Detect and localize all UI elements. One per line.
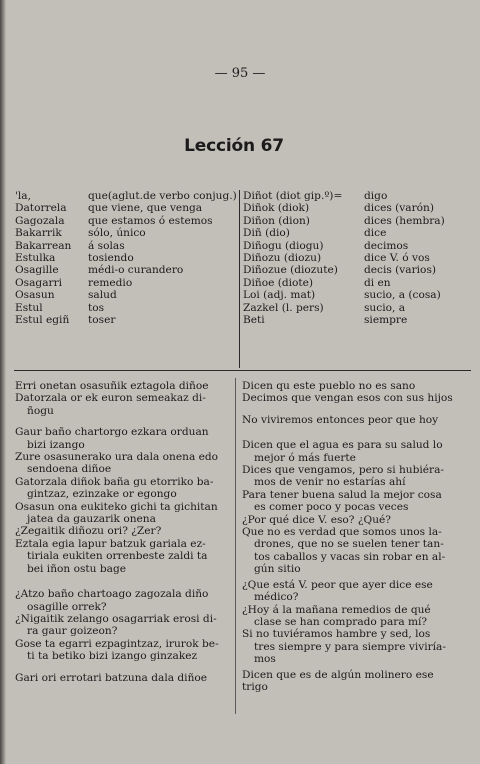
sentence-line: Zure osasunerako ura dala onena edo <box>15 451 219 464</box>
vocab-term: Estulka <box>15 252 56 265</box>
vocab-row <box>243 277 473 289</box>
vocab-term: Bakarrean <box>15 239 72 252</box>
vocab-term: Osagarri <box>15 276 63 289</box>
vocab-gloss: digo <box>364 190 388 202</box>
vocab-gloss: di en <box>364 276 391 289</box>
vocab-gloss: sólo, único <box>88 227 146 240</box>
page-number: — 95 — <box>214 66 266 81</box>
sentence-line: Eztala egia lapur batzuk gariala ez- <box>15 537 206 550</box>
vocab-term: Loi (adj. mat) <box>243 289 316 302</box>
vocab-term: Diñ (dio) <box>243 227 290 240</box>
sentence-line: Datorzala or ek euron semeakaz di- <box>15 392 206 405</box>
translation-line: mos de venir no estarías ahí <box>254 476 406 489</box>
vocab-row <box>15 289 237 301</box>
vocab-gloss: tosiendo <box>88 252 134 265</box>
vocab-gloss: á solas <box>88 239 125 252</box>
vocab-row <box>15 314 237 326</box>
sentence-line: sendoena diñoe <box>27 463 112 476</box>
sentence-line: ti ta betiko bizi izango ginzakez <box>27 650 198 663</box>
sentence-line: ñogu <box>27 404 54 417</box>
vocab-row <box>15 252 237 264</box>
sentence-line: osagille orrek? <box>27 600 107 613</box>
translation-line: Si no tuviéramos hambre y sed, los <box>242 628 431 641</box>
translation-line: ¿Por qué dice V. eso? ¿Qué? <box>242 513 391 526</box>
vocab-list-left <box>15 190 237 326</box>
vocab-gloss: tos <box>88 301 105 314</box>
vocab-gloss: decis (varios) <box>364 264 437 277</box>
translation-line: Decimos que vengan esos con sus hijos <box>242 392 453 405</box>
vocab-row <box>243 314 473 326</box>
vocab-gloss: sucio, a <box>364 301 406 314</box>
vocab-row <box>243 202 473 214</box>
translation-line: médico? <box>254 591 299 604</box>
sentence-line: bizi izango <box>27 438 85 451</box>
translation-line: drones, que no se suelen tener tan- <box>254 538 444 551</box>
sentence-line: Osasun ona eukiteko gichi ta gichitan <box>15 500 218 513</box>
basque-sentences <box>15 380 229 684</box>
vocab-term: Osasun <box>15 289 55 302</box>
translation-line: clase se han comprado para mí? <box>254 615 428 628</box>
translation-line: Dicen que el agua es para su salud lo <box>242 439 443 452</box>
vocab-row <box>243 240 473 252</box>
sentence-line: Gaur baño chartorgo ezkara orduan <box>15 426 209 439</box>
vocab-term: Datorrela <box>15 202 67 215</box>
sentence-line: bei iñon ostu bage <box>27 562 126 575</box>
vocab-row <box>15 277 237 289</box>
vocab-term: Diñok (diok) <box>243 202 310 215</box>
page-binding-shadow <box>0 0 6 764</box>
vocab-term: Bakarrik <box>15 227 62 240</box>
translation-line: mos <box>254 653 276 666</box>
vocab-term: Osagille <box>15 264 59 277</box>
sentence-line: Gose ta egarri ezpagintzaz, irurok be- <box>15 637 219 650</box>
translation-line: mejor ó más fuerte <box>254 451 356 464</box>
translation-line: Que no es verdad que somos unos la- <box>242 526 442 539</box>
vocab-term: Beti <box>243 314 265 327</box>
translation-line: ¿Que está V. peor que ayer dice ese <box>242 578 433 591</box>
vocab-term: Diñon (dion) <box>243 214 310 227</box>
vocab-gloss: siempre <box>364 314 408 327</box>
vocab-row <box>15 215 237 227</box>
vocab-term: 'la, <box>15 190 31 202</box>
vocab-row <box>243 264 473 276</box>
vocab-row <box>15 202 237 214</box>
translation-line: ¿Hoy á la mañana remedios de qué <box>242 603 431 616</box>
vocab-row <box>243 302 473 314</box>
vocab-term: Estul egiñ <box>15 314 70 327</box>
vocab-gloss: que(aglut.de verbo conjug.) <box>88 190 237 202</box>
vocab-gloss: que viene, que venga <box>88 202 203 215</box>
vocab-row <box>15 264 237 276</box>
lesson-title: Lección 67 <box>184 136 284 156</box>
vocab-gloss: dices (varón) <box>364 202 435 215</box>
vocab-row <box>15 240 237 252</box>
vocab-gloss: que estamos ó estemos <box>88 214 213 227</box>
vocab-row <box>243 215 473 227</box>
vocab-gloss: remedio <box>88 276 133 289</box>
sentence-line: jatea da gauzarik onena <box>27 513 156 526</box>
vocab-row <box>243 252 473 264</box>
sentence-line: Erri onetan osasuñik eztagola diñoe <box>15 380 209 392</box>
vocab-term: Estul <box>15 301 43 314</box>
vocab-list-right <box>243 190 473 326</box>
vocab-gloss: dice <box>364 227 387 240</box>
vocab-term: Diñogu (diogu) <box>243 239 324 252</box>
vocab-gloss: dices (hembra) <box>364 214 445 227</box>
sentence-line: Gatorzala diñok baña gu etorriko ba- <box>15 475 214 488</box>
vocab-row <box>15 227 237 239</box>
vocab-row <box>15 190 237 202</box>
translation-line: No viviremos entonces peor que hoy <box>242 413 439 426</box>
vocab-term: Diñozue (diozute) <box>243 264 338 277</box>
translation-line: Dicen que es de algún molinero ese <box>242 668 434 681</box>
translation-line: es comer poco y pocas veces <box>254 501 409 514</box>
vocab-gloss: sucio, a (cosa) <box>364 289 441 302</box>
spanish-translations <box>242 380 472 693</box>
sentence-line: gintzaz, ezinzake or egongo <box>27 488 177 501</box>
vocab-gloss: dice V. ó vos <box>364 252 430 265</box>
vocab-term: Diñot (diot gip.º)= <box>243 190 343 202</box>
translation-line: gún sitio <box>254 563 301 576</box>
translation-line: tres siempre y para siempre viviría- <box>254 640 446 653</box>
sentence-line: ¿Atzo baño chartoago zagozala diño <box>15 588 209 601</box>
translation-line: Dices que vengamos, pero si hubiéra- <box>242 464 444 477</box>
vocab-gloss: médi-o curandero <box>88 264 184 277</box>
translation-divider <box>235 378 236 714</box>
sentence-line: tiriala eukiten orrenbeste zaldi ta <box>27 550 208 563</box>
vocab-gloss: toser <box>88 314 116 327</box>
vocab-term: Diñozu (diozu) <box>243 252 322 265</box>
vocab-row <box>243 190 473 202</box>
translation-line: trigo <box>242 680 268 693</box>
vocab-row <box>243 227 473 239</box>
vocab-gloss: decimos <box>364 239 409 252</box>
vocab-row <box>15 302 237 314</box>
sentence-line: ¿Nigaitik zelango osagarriak erosi di- <box>15 612 217 625</box>
vocab-term: Gagozala <box>15 214 65 227</box>
sentence-line: ¿Zegaitik diñozu ori? ¿Zer? <box>15 525 162 538</box>
translation-line: Para tener buena salud la mejor cosa <box>242 488 442 501</box>
translation-line: Dicen qu este pueblo no es sano <box>242 380 416 392</box>
column-divider <box>239 190 240 368</box>
vocab-term: Diñoe (diote) <box>243 276 314 289</box>
vocab-row <box>243 289 473 301</box>
vocab-term: Zazkel (l. pers) <box>243 301 324 314</box>
sentence-line: Gari ori errotari batzuna dala diñoe <box>15 671 208 684</box>
translation-line: tos caballos y vacas sin robar en al- <box>254 550 446 563</box>
vocab-gloss: salud <box>88 289 117 302</box>
section-rule <box>14 370 471 371</box>
sentence-line: ra gaur goizeon? <box>27 625 118 638</box>
